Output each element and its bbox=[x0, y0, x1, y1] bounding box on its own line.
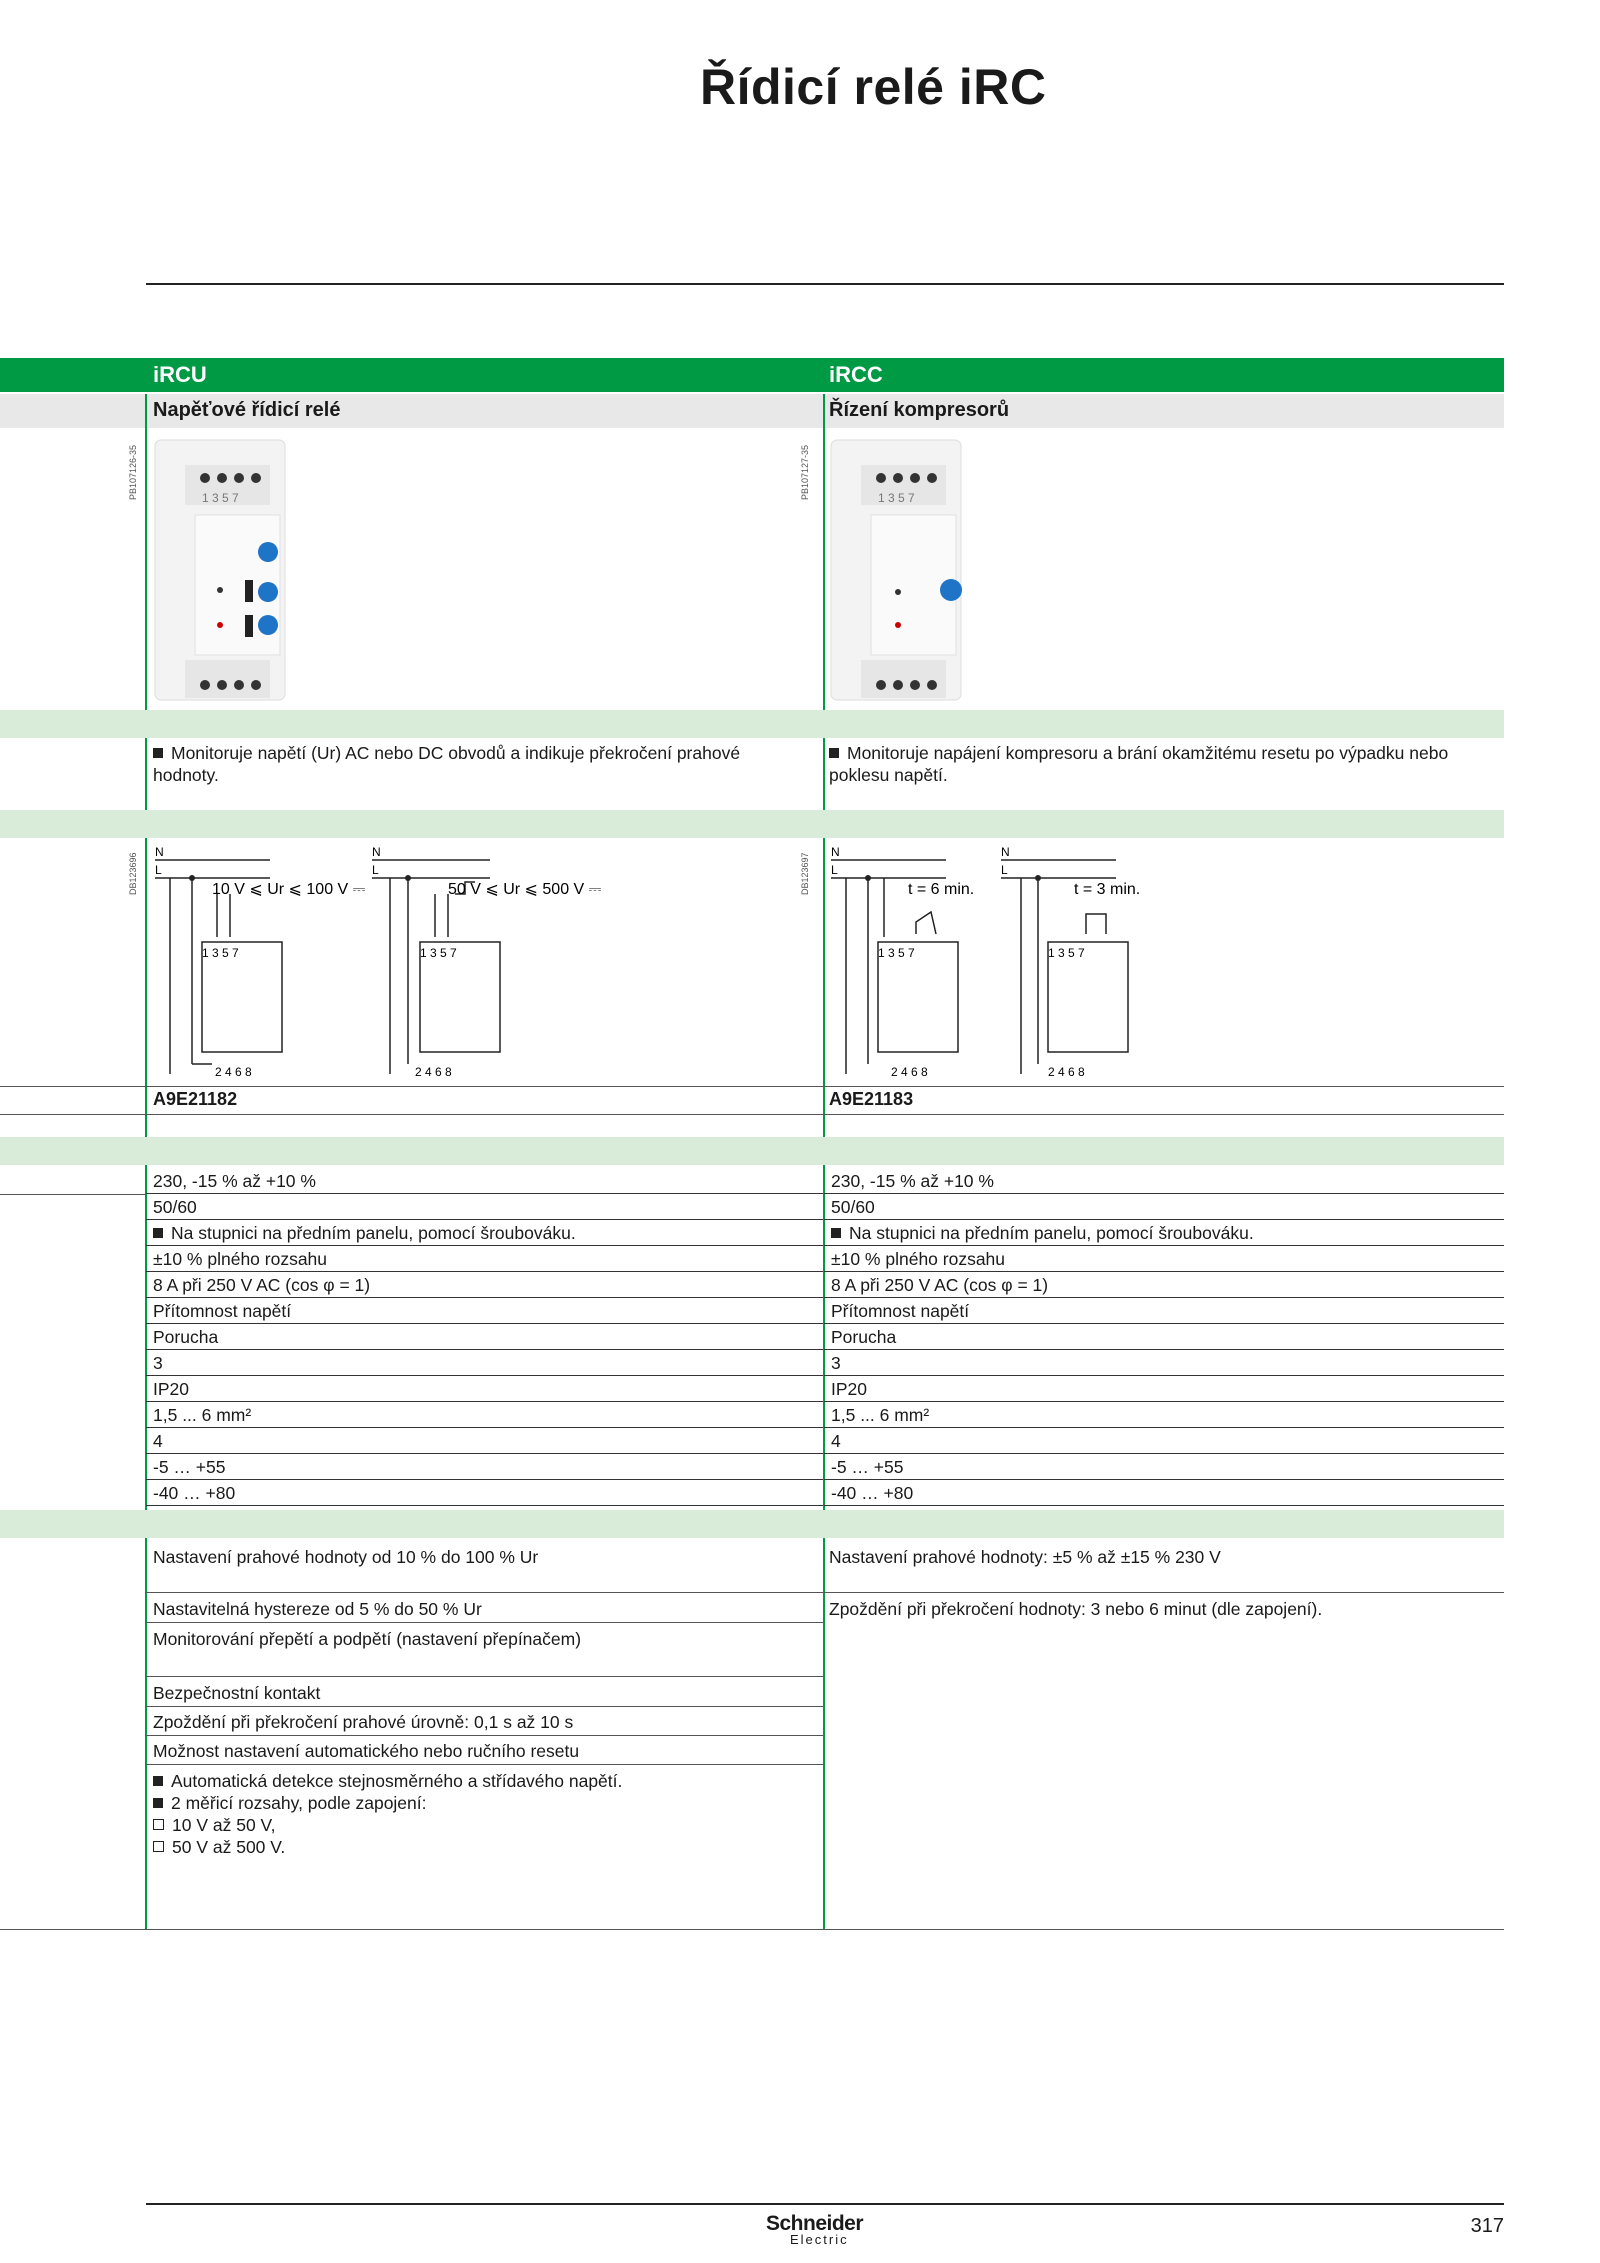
feature-ircu-bullets bbox=[153, 1770, 622, 1858]
section-band-diagram bbox=[0, 810, 1504, 838]
spec-value: 50/60 bbox=[153, 1197, 197, 1217]
feature-ircu-5: Zpoždění při překročení prahové úrovně: 0,1 s až 10 s bbox=[153, 1712, 574, 1732]
spec-value: Přítomnost napětí bbox=[831, 1301, 970, 1321]
footer-divider bbox=[146, 2203, 1504, 2205]
feature-ircc-1: Nastavení prahové hodnoty: ±5 % až ±15 % 230 V bbox=[829, 1547, 1221, 1567]
title-divider bbox=[146, 283, 1504, 285]
page-number: 317 bbox=[1470, 2215, 1504, 2237]
spec-value: -5 … +55 bbox=[153, 1457, 226, 1477]
spec-value: Přítomnost napětí bbox=[153, 1301, 292, 1321]
l-label: L bbox=[372, 863, 379, 877]
header-band bbox=[0, 358, 1504, 392]
divider bbox=[146, 1676, 823, 1677]
diagram-ref-ircc: DB123697 bbox=[800, 852, 810, 895]
diagram-ref-ircu: DB123696 bbox=[128, 852, 138, 895]
column-subtitle-ircc: Řízení kompresorů bbox=[829, 399, 1010, 421]
bullet-square-icon bbox=[153, 1228, 163, 1238]
spec-value: 1,5 ... 6 mm² bbox=[831, 1405, 930, 1425]
feature-ircu-1: Nastavení prahové hodnoty od 10 % do 100 % Ur bbox=[153, 1547, 539, 1567]
n-label: N bbox=[1001, 845, 1010, 859]
spec-row bbox=[146, 1220, 823, 1246]
spec-row bbox=[146, 1194, 823, 1220]
wiring-diagram-ircu bbox=[150, 842, 630, 1082]
bullet-open-square-icon bbox=[153, 1841, 164, 1852]
spec-value: 1,5 ... 6 mm² bbox=[153, 1405, 252, 1425]
terminals-bottom: 2 4 6 8 bbox=[215, 1065, 252, 1079]
n-label: N bbox=[372, 845, 381, 859]
spec-value: 3 bbox=[831, 1353, 841, 1373]
feature-ircu-4: Bezpečnostní kontakt bbox=[153, 1683, 321, 1703]
description-ircc bbox=[829, 742, 1504, 786]
bullet-text: 10 V až 50 V, bbox=[172, 1815, 276, 1835]
l-label: L bbox=[1001, 863, 1008, 877]
brand-sub: Electric bbox=[790, 2232, 849, 2247]
divider bbox=[146, 1735, 823, 1736]
n-label: N bbox=[155, 845, 164, 859]
divider bbox=[146, 1764, 823, 1765]
terminals-top: 1 3 5 7 bbox=[202, 946, 239, 960]
terminals-bottom: 2 4 6 8 bbox=[1048, 1065, 1085, 1079]
spec-row bbox=[146, 1376, 823, 1402]
spec-value: Porucha bbox=[831, 1327, 897, 1347]
photo-ref-ircc: PB107127-35 bbox=[800, 444, 810, 500]
feature-ircu-2: Nastavitelná hystereze od 5 % do 50 % Ur bbox=[153, 1599, 482, 1619]
bullet-open-square-icon bbox=[153, 1819, 164, 1830]
bullet-text: Automatická detekce stejnosměrného a střídavého napětí. bbox=[171, 1771, 623, 1791]
divider bbox=[0, 1929, 1504, 1930]
spec-row bbox=[146, 1324, 823, 1350]
reference-ircu: A9E21182 bbox=[153, 1089, 238, 1109]
l-label: L bbox=[831, 863, 838, 877]
terminals-top: 1 3 5 7 bbox=[420, 946, 457, 960]
spec-row bbox=[824, 1194, 1504, 1220]
spec-value: -40 … +80 bbox=[831, 1483, 914, 1503]
divider bbox=[0, 1114, 1504, 1115]
bullet-square-icon bbox=[829, 748, 839, 758]
l-label: L bbox=[155, 863, 162, 877]
spec-row bbox=[824, 1480, 1504, 1506]
spec-row bbox=[146, 1480, 823, 1506]
spec-row bbox=[146, 1168, 823, 1194]
device-image-ircc bbox=[826, 430, 966, 705]
feature-ircu-6: Možnost nastavení automatického nebo ručního resetu bbox=[153, 1741, 580, 1761]
schneider-logo bbox=[766, 2212, 863, 2247]
spec-value: 50/60 bbox=[831, 1197, 875, 1217]
specs-table-ircu bbox=[146, 1168, 823, 1506]
feature-ircc-2: Zpoždění při překročení hodnoty: 3 nebo 6 minut (dle zapojení). bbox=[829, 1599, 1323, 1619]
spec-row bbox=[824, 1272, 1504, 1298]
terminals-top: 1 3 5 7 bbox=[1048, 946, 1085, 960]
spec-row bbox=[824, 1246, 1504, 1272]
description-text: Monitoruje napětí (Ur) AC nebo DC obvodů a indikuje překročení prahové hodnoty. bbox=[153, 743, 741, 785]
spec-value: 4 bbox=[831, 1431, 841, 1451]
specs-table-ircc bbox=[824, 1168, 1504, 1506]
spec-row bbox=[146, 1428, 823, 1454]
spec-row bbox=[824, 1220, 1504, 1246]
spec-value: 4 bbox=[153, 1431, 163, 1451]
spec-row bbox=[146, 1454, 823, 1480]
spec-value: 8 A při 250 V AC (cos φ = 1) bbox=[831, 1275, 1049, 1295]
feature-ircu-3: Monitorování přepětí a podpětí (nastavení přepínačem) bbox=[153, 1629, 582, 1649]
terminals-bottom: 2 4 6 8 bbox=[415, 1065, 452, 1079]
spec-row bbox=[824, 1376, 1504, 1402]
spec-value: IP20 bbox=[153, 1379, 189, 1399]
spec-value: Porucha bbox=[153, 1327, 219, 1347]
divider bbox=[146, 1622, 823, 1623]
n-label: N bbox=[831, 845, 840, 859]
description-text: Monitoruje napájení kompresoru a brání okamžitému resetu po výpadku nebo poklesu napětí. bbox=[829, 743, 1449, 785]
photo-ref-ircu: PB107126-35 bbox=[128, 444, 138, 500]
spec-value: 3 bbox=[153, 1353, 163, 1373]
spec-row bbox=[824, 1402, 1504, 1428]
bullet-square-icon bbox=[153, 748, 163, 758]
divider bbox=[146, 1592, 823, 1593]
range-label-2: 50 V ⩽ Ur ⩽ 500 V ⎓ bbox=[448, 881, 602, 898]
spec-row bbox=[824, 1168, 1504, 1194]
bullet-text: 2 měřicí rozsahy, podle zapojení: bbox=[171, 1793, 427, 1813]
delay-label-1: t = 6 min. bbox=[908, 881, 975, 898]
wiring-diagram-ircc bbox=[826, 842, 1306, 1082]
reference-ircc: A9E21183 bbox=[829, 1089, 914, 1109]
column-subtitle-ircu: Napěťové řídicí relé bbox=[153, 399, 341, 421]
terminals-bottom: 2 4 6 8 bbox=[891, 1065, 928, 1079]
spec-row bbox=[824, 1324, 1504, 1350]
spec-row bbox=[146, 1350, 823, 1376]
terminals-top: 1 3 5 7 bbox=[878, 946, 915, 960]
spec-row bbox=[146, 1298, 823, 1324]
spec-value: Na stupnici na předním panelu, pomocí šroubováku. bbox=[849, 1223, 1254, 1243]
spec-value: IP20 bbox=[831, 1379, 867, 1399]
section-band-description bbox=[0, 710, 1504, 738]
bullet-text: 50 V až 500 V. bbox=[172, 1837, 286, 1857]
column-code-ircu: iRCU bbox=[153, 362, 207, 387]
divider bbox=[0, 1086, 1504, 1087]
spec-row bbox=[824, 1350, 1504, 1376]
spec-value: -5 … +55 bbox=[831, 1457, 904, 1477]
description-ircu bbox=[153, 742, 793, 786]
svg-text:1 3 5 7: 1 3 5 7 bbox=[878, 491, 915, 505]
section-band-features bbox=[0, 1510, 1504, 1538]
spec-row bbox=[146, 1272, 823, 1298]
spec-value: ±10 % plného rozsahu bbox=[153, 1249, 328, 1269]
divider bbox=[146, 1706, 823, 1707]
page-title: Řídicí relé iRC bbox=[700, 59, 1047, 115]
bullet-square-icon bbox=[831, 1228, 841, 1238]
spec-row bbox=[824, 1428, 1504, 1454]
spec-row bbox=[824, 1298, 1504, 1324]
svg-text:1 3 5 7: 1 3 5 7 bbox=[202, 491, 239, 505]
spec-value: ±10 % plného rozsahu bbox=[831, 1249, 1006, 1269]
spec-row bbox=[824, 1454, 1504, 1480]
brand-name: Schneider bbox=[766, 2212, 864, 2235]
delay-label-2: t = 3 min. bbox=[1074, 881, 1141, 898]
section-band-specs bbox=[0, 1137, 1504, 1165]
spec-value: 8 A při 250 V AC (cos φ = 1) bbox=[153, 1275, 371, 1295]
spec-value: 230, -15 % až +10 % bbox=[831, 1171, 994, 1191]
range-label-1: 10 V ⩽ Ur ⩽ 100 V ⎓ bbox=[212, 881, 366, 898]
spec-value: 230, -15 % až +10 % bbox=[153, 1171, 316, 1191]
spec-value: -40 … +80 bbox=[153, 1483, 236, 1503]
spec-row bbox=[146, 1246, 823, 1272]
spec-value: Na stupnici na předním panelu, pomocí šroubováku. bbox=[171, 1223, 576, 1243]
bullet-square-icon bbox=[153, 1776, 163, 1786]
spec-row bbox=[146, 1402, 823, 1428]
divider bbox=[824, 1592, 1504, 1593]
device-image-ircu bbox=[150, 430, 290, 705]
bullet-square-icon bbox=[153, 1798, 163, 1808]
column-code-ircc: iRCC bbox=[829, 362, 883, 387]
divider bbox=[0, 1194, 146, 1195]
